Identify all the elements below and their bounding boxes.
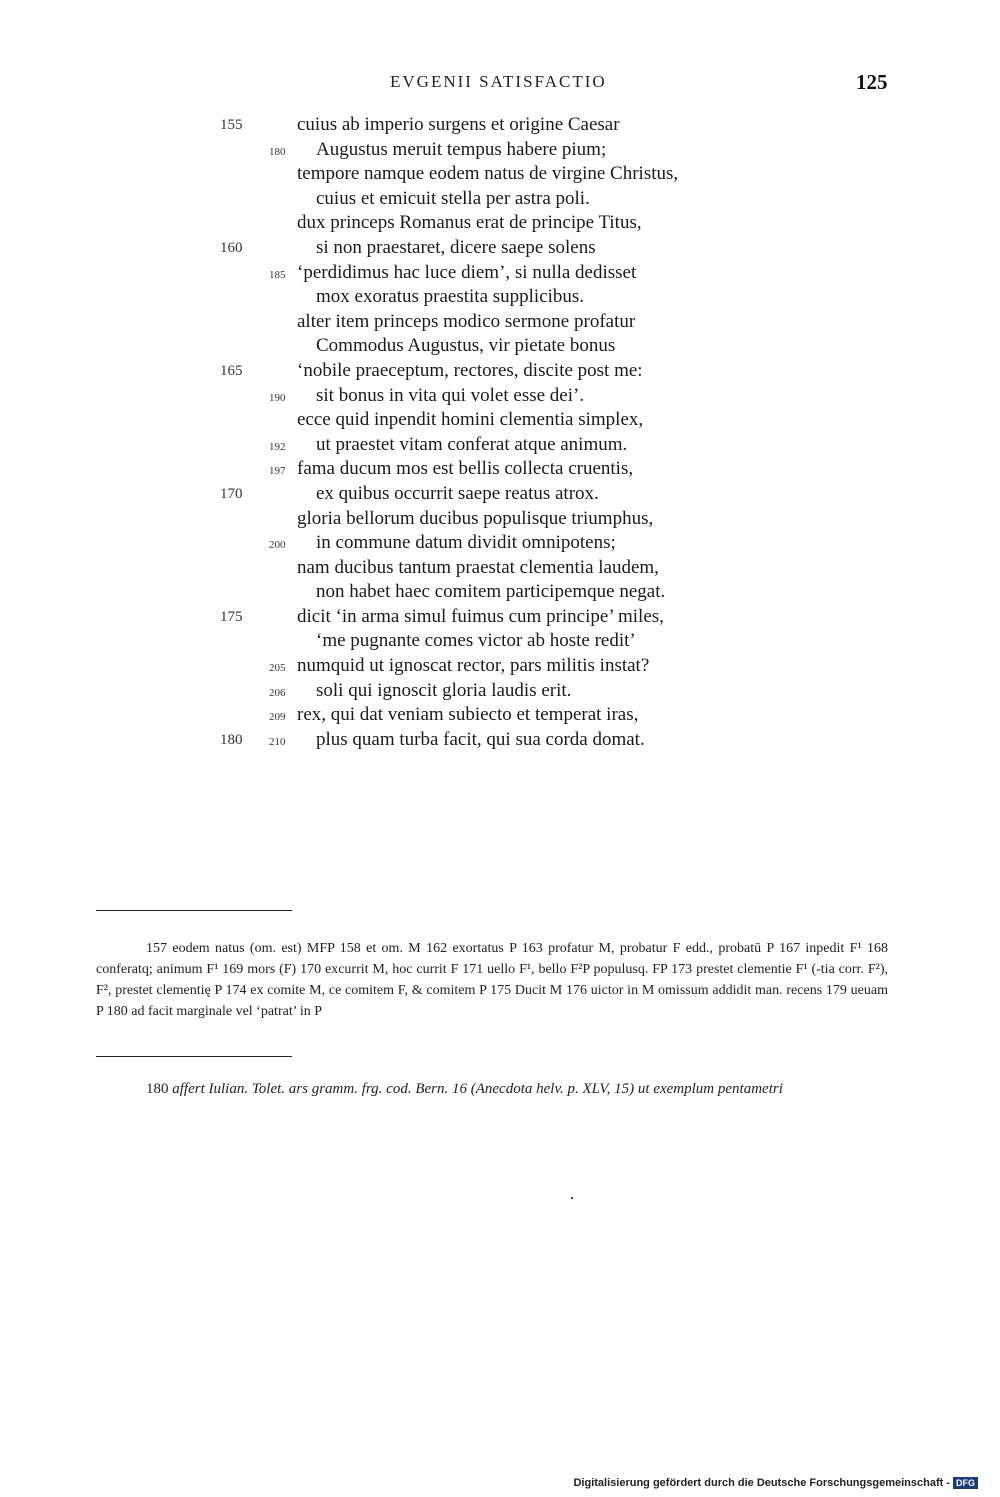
verse-line [0,114,1000,139]
verse-line [0,385,1000,410]
line-number: 180 [220,731,243,748]
verse-line [0,360,1000,385]
verse-text: numquid ut ignoscat rector, pars militis instat? [297,655,650,677]
poem-text [0,114,1000,753]
line-number: 175 [220,608,243,625]
verse-text: nam ducibus tantum praestat clementia laudem, [297,556,659,578]
verse-line [0,680,1000,705]
verse-line [0,606,1000,631]
dfg-logo: DFG [953,1477,978,1489]
stray-mark [571,1197,573,1199]
apparatus-text: 157 eodem natus (om. est) MFP 158 et om. M 162 exortatus P 163 profatur M, probatur F edd., probatū P 167 inpedit F¹ 168 conferatq; animum F¹ 169 mors (F) 170 excurrit M, hoc currit F 171 uello F¹, bello F²P populusq. FP 173 prestet clementie F¹ (-tia corr. F²), F², prestet clementię P 174 ex comite M, ce comitem F, & comitem P 175 Ducit M 176 uictor in M omissum addidit man. recens 179 ueuam P 180 ad facit marginale vel ‘patrat’ in P [96,941,888,1019]
verse-text: gloria bellorum ducibus populisque triumphus, [297,507,654,529]
verse-line [0,311,1000,336]
verse-line [0,212,1000,237]
verse-line [0,557,1000,582]
testimonia-cite: affert Iulian. Tolet. ars gramm. frg. cod. Bern. 16 (Anecdota helv. p. XLV, 15) ut exemplum pentametri [172,1081,783,1097]
source-line-number: 192 [269,440,286,453]
line-number: 160 [220,239,243,256]
verse-text: rex, qui dat veniam subiecto et temperat iras, [297,704,639,726]
verse-text: Commodus Augustus, vir pietate bonus [316,335,616,357]
verse-text: plus quam turba facit, qui sua corda domat. [316,728,645,750]
verse-line [0,188,1000,213]
verse-line [0,630,1000,655]
verse-line [0,139,1000,164]
source-line-number: 190 [269,391,286,404]
verse-line [0,704,1000,729]
verse-line [0,434,1000,459]
verse-text: ut praestet vitam conferat atque animum. [316,433,628,455]
verse-line [0,508,1000,533]
line-number: 170 [220,485,243,502]
verse-text: ecce quid inpendit homini clementia simplex, [297,409,644,431]
verse-text: mox exoratus praestita supplicibus. [316,286,585,308]
digitization-credit [573,1477,978,1489]
verse-text: dux princeps Romanus erat de principe Titus, [297,212,642,234]
verse-text: Augustus meruit tempus habere pium; [316,138,607,160]
line-number: 165 [220,362,243,379]
running-header [0,70,1000,100]
verse-text: cuius et emicuit stella per astra poli. [316,187,590,209]
verse-text: ex quibus occurrit saepe reatus atrox. [316,482,599,504]
credit-text: Digitalisierung gefördert durch die Deutsche Forschungsgemeinschaft - [573,1477,950,1489]
verse-text: in commune datum dividit omnipotens; [316,532,616,554]
verse-line [0,532,1000,557]
source-line-number: 210 [269,735,286,748]
verse-text: dicit ‘in arma simul fuimus cum principe’ miles, [297,605,664,627]
line-number: 155 [220,117,243,133]
source-line-number: 197 [269,465,286,478]
verse-text: soli qui ignoscit gloria laudis erit. [316,679,572,701]
source-line-number: 180 [269,145,286,158]
source-line-number: 206 [269,686,286,699]
page-number: 125 [856,70,888,94]
verse-text: cuius ab imperio surgens et origine Caesar [297,114,620,135]
verse-line [0,163,1000,188]
verse-text: non habet haec comitem participemque negat. [316,581,666,603]
verse-line [0,729,1000,754]
verse-text: ‘nobile praeceptum, rectores, discite post me: [297,359,643,381]
footnote-divider [96,910,292,911]
source-line-number: 205 [269,662,286,675]
running-title: EVGENII SATISFACTIO [390,72,607,91]
verse-line [0,237,1000,262]
source-line-number: 209 [269,711,286,724]
verse-line [0,458,1000,483]
testimonia-text [96,1078,888,1100]
testimonia-number: 180 [146,1081,169,1097]
verse-text: ‘perdidimus hac luce diem’, si nulla dedisset [297,261,637,283]
verse-line [0,581,1000,606]
testimonia-apparatus [96,1078,888,1100]
testimonia-divider [96,1056,292,1057]
critical-apparatus [96,938,888,1022]
verse-text: fama ducum mos est bellis collecta cruentis, [297,458,634,480]
verse-text: ‘me pugnante comes victor ab hoste redit’ [316,630,636,652]
source-line-number: 185 [269,268,286,281]
verse-line [0,262,1000,287]
verse-text: si non praestaret, dicere saepe solens [316,236,596,258]
verse-line [0,286,1000,311]
verse-line [0,483,1000,508]
verse-text: tempore namque eodem natus de virgine Christus, [297,163,679,185]
source-line-number: 200 [269,539,286,552]
verse-text: sit bonus in vita qui volet esse dei’. [316,384,585,406]
verse-text: alter item princeps modico sermone profatur [297,310,636,332]
verse-line [0,335,1000,360]
verse-line [0,655,1000,680]
verse-line [0,409,1000,434]
